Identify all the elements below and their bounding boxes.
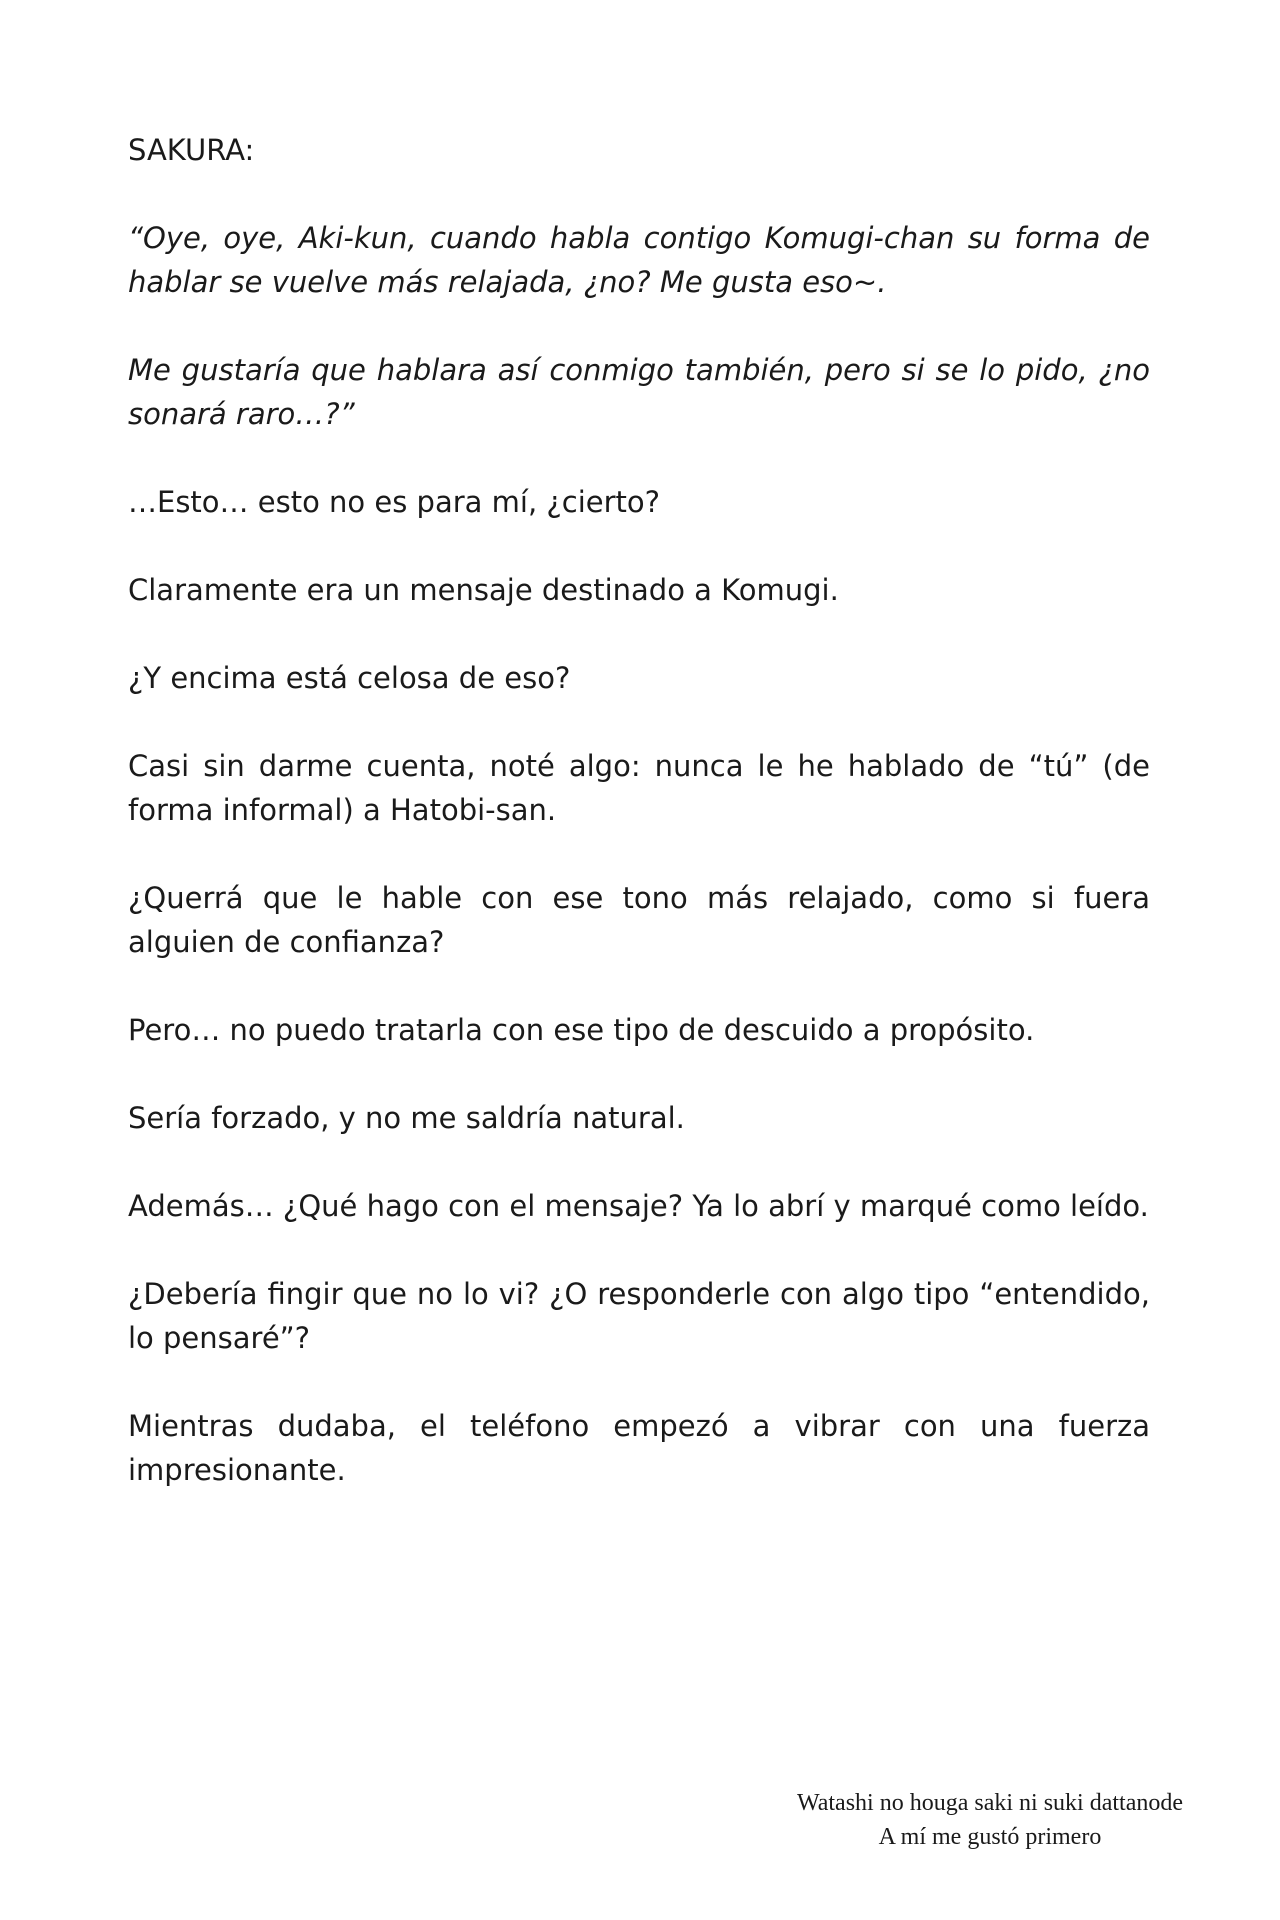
paragraph: …Esto… esto no es para mí, ¿cierto?: [128, 485, 661, 519]
paragraph: Además… ¿Qué hago con el mensaje? Ya lo abrí y marqué como leído.: [128, 1189, 1149, 1223]
document-body: [128, 128, 1150, 1536]
paragraph: “Oye, oye, Aki-kun, cuando habla contigo Komugi-chan su forma de hablar se vuelve más relajada, ¿no? Me gusta eso~.: [128, 221, 1150, 299]
paragraph: Sería forzado, y no me saldría natural.: [128, 1101, 685, 1135]
paragraph: Mientras dudaba, el teléfono empezó a vibrar con una fuerza impresionante.: [128, 1409, 1150, 1487]
paragraph: Claramente era un mensaje destinado a Komugi.: [128, 573, 839, 607]
speaker-label: SAKURA:: [128, 133, 255, 167]
paragraph: Casi sin darme cuenta, noté algo: nunca le he hablado de “tú” (de forma informal) a Hatobi-san.: [128, 749, 1150, 827]
paragraph: ¿Debería fingir que no lo vi? ¿O responderle con algo tipo “entendido, lo pensaré”?: [128, 1277, 1150, 1355]
paragraph: ¿Y encima está celosa de eso?: [128, 661, 571, 695]
footer-title-spanish: A mí me gustó primero: [878, 1824, 1102, 1850]
footer-title-romaji: Watashi no houga saki ni suki dattanode: [797, 1790, 1183, 1816]
paragraph: ¿Querrá que le hable con ese tono más relajado, como si fuera alguien de confianza?: [128, 881, 1150, 959]
paragraph: Me gustaría que hablara así conmigo también, pero si se lo pido, ¿no sonará raro…?”: [128, 353, 1150, 431]
page-footer: [700, 1786, 1280, 1854]
paragraph: Pero… no puedo tratarla con ese tipo de descuido a propósito.: [128, 1013, 1035, 1047]
